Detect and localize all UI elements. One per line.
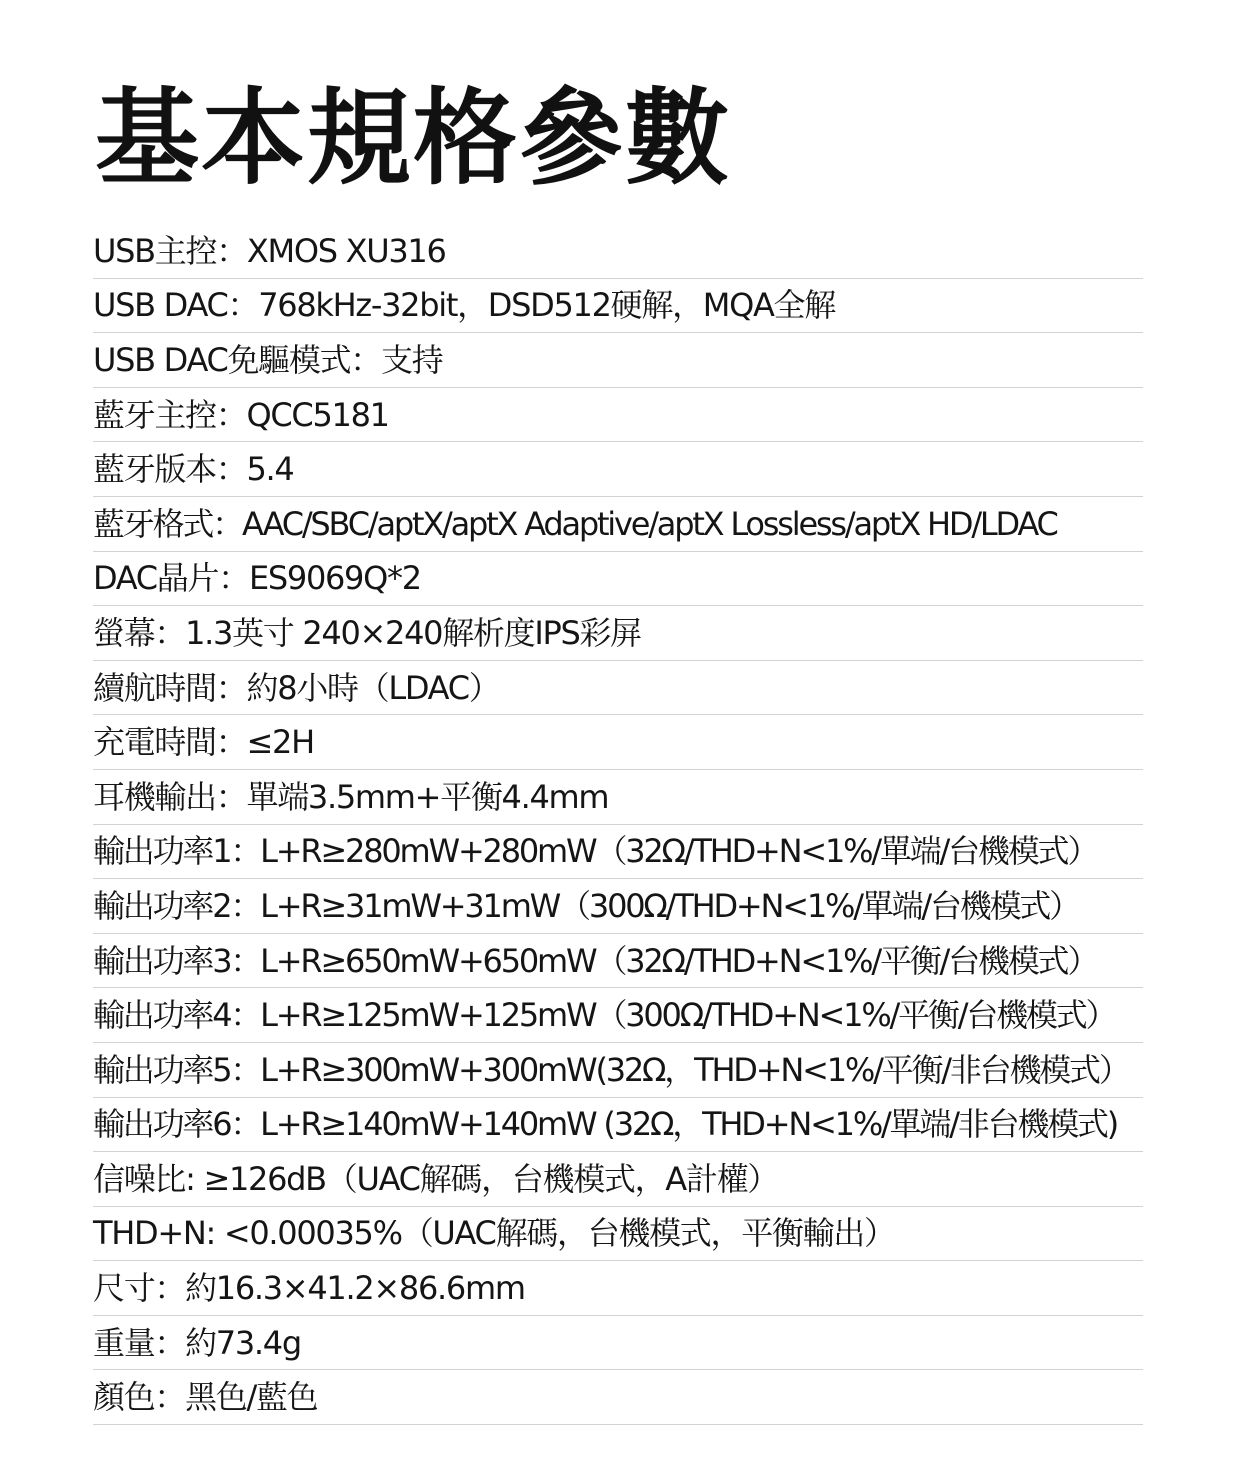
spec-row-driver-free	[93, 333, 1143, 388]
spec-row-bluetooth-codecs	[93, 497, 1143, 552]
spec-row-output-power-4	[93, 988, 1143, 1043]
spec-text: 輸出功率4：L+R≥125mW+125mW（300Ω/THD+N<1%/平衡/台機模式）	[93, 996, 1116, 1035]
spec-text: 續航時間：約8小時（LDAC）	[93, 668, 500, 707]
spec-text: 信噪比: ≥126dB（UAC解碼，台機模式，A計權）	[93, 1159, 778, 1198]
spec-text: 輸出功率5：L+R≥300mW+300mW(32Ω，THD+N<1%/平衡/非台機模式）	[93, 1050, 1129, 1089]
spec-row-output-power-6	[93, 1098, 1143, 1153]
spec-text: USB DAC免驅模式：支持	[93, 340, 443, 379]
spec-row-output-power-1	[93, 825, 1143, 880]
spec-text: 尺寸：約16.3×41.2×86.6mm	[93, 1269, 525, 1308]
spec-text: 輸出功率3：L+R≥650mW+650mW（32Ω/THD+N<1%/平衡/台機模式）	[93, 941, 1098, 980]
spec-text: USB DAC：768kHz-32bit，DSD512硬解，MQA全解	[93, 286, 835, 325]
spec-text: 螢幕：1.3英寸 240×240解析度IPS彩屏	[93, 613, 641, 652]
spec-row-color	[93, 1370, 1143, 1425]
spec-text: 藍牙主控：QCC5181	[93, 395, 389, 434]
spec-row-dimensions	[93, 1261, 1143, 1316]
spec-row-bluetooth-version	[93, 442, 1143, 497]
spec-row-battery-life	[93, 661, 1143, 716]
spec-text: 藍牙格式：AAC/SBC/aptX/aptX Adaptive/aptX Lossless/aptX HD/LDAC	[93, 504, 1057, 543]
spec-text: DAC晶片：ES9069Q*2	[93, 559, 421, 598]
spec-row-weight	[93, 1316, 1143, 1371]
spec-row-headphone-output	[93, 770, 1143, 825]
spec-text: 藍牙版本：5.4	[93, 450, 294, 489]
spec-row-output-power-3	[93, 934, 1143, 989]
spec-row-charge-time	[93, 715, 1143, 770]
spec-row-dac-chip	[93, 552, 1143, 607]
spec-row-usb-dac	[93, 279, 1143, 334]
spec-list	[93, 224, 1143, 1425]
spec-row-output-power-2	[93, 879, 1143, 934]
spec-text: 充電時間：≤2H	[93, 723, 314, 762]
spec-row-bluetooth-controller	[93, 388, 1143, 443]
spec-row-output-power-5	[93, 1043, 1143, 1098]
spec-text: 耳機輸出：單端3.5mm+平衡4.4mm	[93, 777, 609, 816]
spec-row-usb-controller	[93, 224, 1143, 279]
spec-text: 輸出功率6：L+R≥140mW+140mW (32Ω，THD+N<1%/單端/非台機模式)	[93, 1105, 1118, 1144]
spec-text: THD+N: <0.00035%（UAC解碼，台機模式，平衡輸出）	[93, 1214, 895, 1253]
spec-row-screen	[93, 606, 1143, 661]
spec-text: 輸出功率1：L+R≥280mW+280mW（32Ω/THD+N<1%/單端/台機模式）	[93, 832, 1098, 871]
spec-text: USB主控：XMOS XU316	[93, 231, 446, 270]
spec-text: 顏色：黑色/藍色	[93, 1378, 318, 1417]
spec-text: 輸出功率2：L+R≥31mW+31mW（300Ω/THD+N<1%/單端/台機模式）	[93, 886, 1079, 925]
page-title: 基本規格參數	[95, 77, 732, 199]
spec-text: 重量：約73.4g	[93, 1323, 301, 1362]
spec-row-thd	[93, 1207, 1143, 1262]
spec-row-snr	[93, 1152, 1143, 1207]
